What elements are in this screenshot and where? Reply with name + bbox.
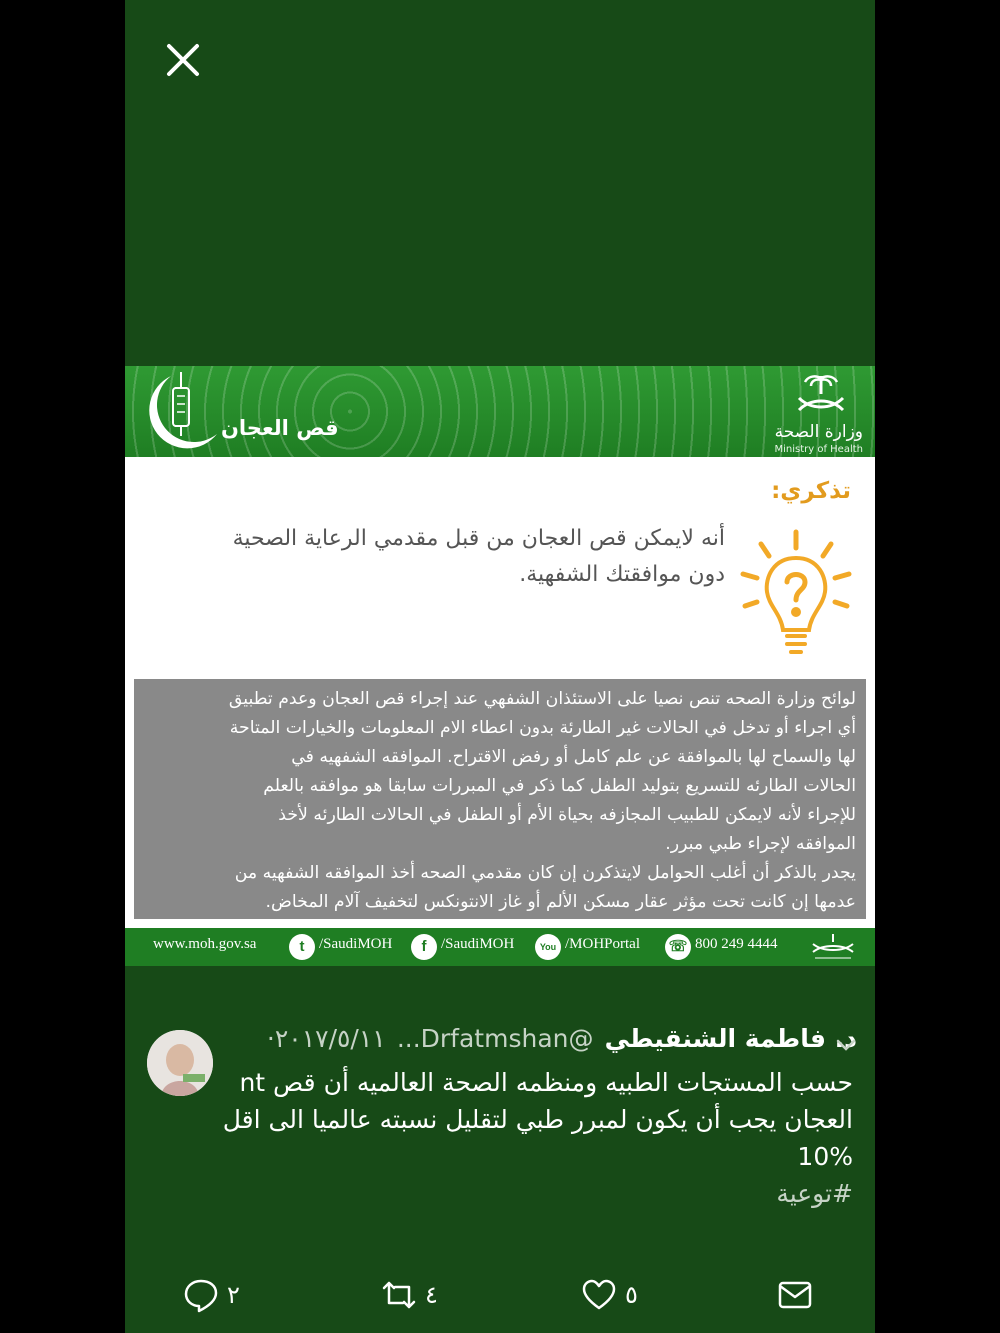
tweet-text-line: العجان يجب أن يكون لمبرر طبي لتقليل نسبته عالميا الى اقل xyxy=(222,1105,853,1134)
avatar-photo xyxy=(147,1030,213,1096)
moh-small-logo xyxy=(805,932,861,962)
banner-title: قص العجان xyxy=(221,416,339,440)
tweet-text-line: حسب المستجات الطبيه ومنظمه الصحة العالميه أن قص nt xyxy=(239,1068,853,1097)
phone-icon: ☏ xyxy=(665,934,691,960)
message-button[interactable] xyxy=(777,1272,813,1317)
info-line: لها والسماح لها بالموافقة عن علم كامل أو رفض الاقتراح. الموافقه الشفهيه في xyxy=(291,747,856,767)
reply-button[interactable] xyxy=(183,1272,240,1317)
twitter-icon: t xyxy=(289,934,315,960)
reminder-label: تذكري: xyxy=(771,478,851,504)
reply-icon xyxy=(183,1277,219,1313)
tweet-actions xyxy=(125,1272,875,1317)
ministry-name-ar: وزارة الصحة xyxy=(774,422,863,442)
author-handle[interactable]: @Drfatmshan... xyxy=(396,1024,594,1053)
twitter-handle: /SaudiMOH xyxy=(319,936,393,952)
moh-logo xyxy=(759,372,869,454)
like-button[interactable] xyxy=(581,1272,638,1317)
ministry-name-en: Ministry of Health xyxy=(774,444,863,455)
phone-number: 800 249 4444 xyxy=(695,936,778,952)
reminder-line-1: أنه لايمكن قص العجان من قبل مقدمي الرعاية الصحية xyxy=(232,526,725,551)
info-box xyxy=(131,676,869,922)
tweet-text-line: 10% xyxy=(797,1142,853,1171)
facebook-handle: /SaudiMOH xyxy=(441,936,515,952)
youtube-handle: /MOHPortal xyxy=(565,936,640,952)
media-viewer xyxy=(125,0,875,1333)
website-link: www.moh.gov.sa xyxy=(153,936,257,952)
image-footer xyxy=(125,928,875,966)
info-line: الموافقه لإجراء طبي مبرر. xyxy=(665,834,856,854)
info-line: الحالات الطارئه للتسريع بتوليد الطفل كما ذكر في المبررات سابقا هو موافقه بالعلم xyxy=(263,776,856,796)
reply-count: ٢ xyxy=(227,1280,240,1309)
info-line: للإجراء لأنه لايمكن للطبيب المجازفه بحياة الأم أو الطفل في الحالات الطارئه لأخذ xyxy=(278,805,856,825)
tweet-image[interactable] xyxy=(125,366,875,966)
retweet-count: ٤ xyxy=(425,1280,438,1309)
close-icon xyxy=(163,40,203,80)
reminder-line-2: دون موافقتك الشفهية. xyxy=(519,562,725,587)
heart-icon xyxy=(581,1277,617,1313)
info-line: أي اجراء أو تدخل في الحالات غير الطارئة بدون اعطاء الام المعلومات والخيارات المتاحة xyxy=(229,718,856,738)
close-button[interactable] xyxy=(163,40,203,80)
hashtag-link[interactable]: #توعية xyxy=(776,1179,853,1208)
youtube-icon: You xyxy=(535,934,561,960)
author-name[interactable]: د. فاطمة الشنقيطي xyxy=(604,1024,857,1053)
retweet-button[interactable] xyxy=(381,1272,438,1317)
image-banner xyxy=(125,366,875,457)
envelope-icon xyxy=(777,1277,813,1313)
facebook-icon: f xyxy=(411,934,437,960)
tweet-date: ٢٠١٧/٥/١١· xyxy=(266,1024,386,1053)
lightbulb-icon xyxy=(737,526,855,666)
info-line: يجدر بالذكر أن أغلب الحوامل لايتذكرن إن كان مقدمي الصحه أخذ الموافقه الشفهيه من xyxy=(234,863,856,883)
info-line: عدمها إن كانت تحت مؤثر عقار مسكن الألم أو غاز الانتونكس لتخفيف آلام المخاض. xyxy=(265,892,856,912)
palm-swords-icon xyxy=(791,372,851,416)
info-line: لوائح وزارة الصحه تنص نصيا على الاستئذان الشفهي عند إجراء قص العجان وعدم تطبيق xyxy=(228,689,856,709)
like-count: ٥ xyxy=(625,1280,638,1309)
chevron-down-icon[interactable] xyxy=(835,1034,857,1056)
tweet-header xyxy=(217,1024,857,1064)
retweet-icon xyxy=(381,1277,417,1313)
author-avatar[interactable] xyxy=(147,1030,213,1096)
crescent-lantern-icon xyxy=(131,370,221,454)
tweet-text xyxy=(222,1064,853,1212)
